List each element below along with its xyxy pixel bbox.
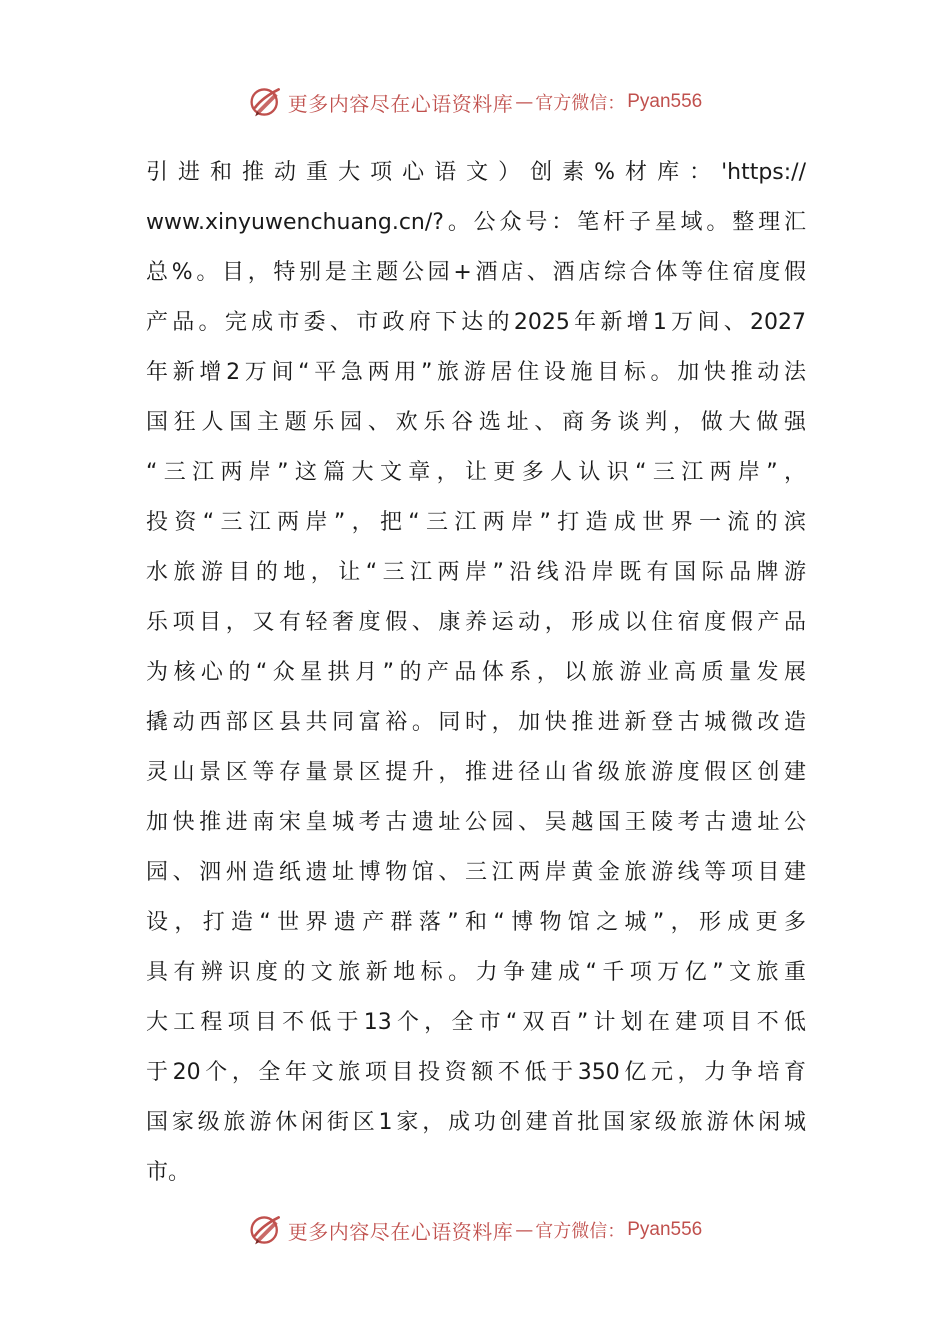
footer-separator: — — [515, 1219, 534, 1241]
body-line: “三江两岸”这篇大文章，让更多人认识“三江两岸”， — [146, 460, 806, 485]
pen-logo-icon — [248, 1212, 284, 1248]
pen-logo-icon — [248, 84, 284, 120]
body-line: 国狂人国主题乐园、欢乐谷选址、商务谈判，做大做强 — [146, 410, 806, 435]
footer-wechat-label: 官方微信： — [535, 1221, 626, 1242]
body-line: 加快推进南宋皇城考古遗址公园、吴越国王陵考古遗址公 — [146, 810, 806, 835]
body-line: 总%。目，特别是主题公园+酒店、酒店综合体等住宿度假 — [146, 260, 806, 285]
header-wechat-label: 官方微信： — [535, 93, 626, 114]
body-line: 市。 — [146, 1160, 191, 1185]
body-line: 具有辨识度的文旅新地标。力争建成“千项万亿”文旅重 — [146, 960, 806, 985]
body-line: 国家级旅游休闲街区1家，成功创建首批国家级旅游休闲城 — [146, 1110, 806, 1135]
body-line: 年新增2万间“平急两用”旅游居住设施目标。加快推动法 — [146, 360, 806, 385]
body-line: 设，打造“世界遗产群落”和“博物馆之城”，形成更多 — [146, 910, 806, 935]
body-line: 大工程项目不低于13个，全市“双百”计划在建项目不低 — [146, 1010, 806, 1035]
body-line: 为核心的“众星拱月”的产品体系，以旅游业高质量发展 — [146, 660, 806, 685]
document-body — [146, 148, 806, 1198]
footer-promo-text: 更多内容尽在心语资料库 — [287, 1219, 514, 1244]
body-line: www.xinyuwenchuang.cn/?。公众号：笔杆子星域。整理汇 — [146, 210, 806, 235]
footer-wechat-handle: Pyan556 — [627, 1219, 703, 1240]
body-line: 水旅游目的地，让“三江两岸”沿线沿岸既有国际品牌游 — [146, 560, 806, 585]
body-line: 灵山景区等存量景区提升，推进径山省级旅游度假区创建 — [146, 760, 806, 785]
header-separator: — — [515, 91, 534, 113]
body-line: 乐项目，又有轻奢度假、康养运动，形成以住宿度假产品 — [146, 610, 806, 635]
header-wechat-handle: Pyan556 — [627, 91, 703, 112]
body-line: 园、泗州造纸遗址博物馆、三江两岸黄金旅游线等项目建 — [146, 860, 806, 885]
header-promo-text: 更多内容尽在心语资料库 — [287, 91, 514, 116]
header-banner — [0, 82, 950, 122]
footer-banner — [0, 1210, 950, 1250]
body-line: 撬动西部区县共同富裕。同时，加快推进新登古城微改造 — [146, 710, 806, 735]
body-line: 投资“三江两岸”，把“三江两岸”打造成世界一流的滨 — [146, 510, 806, 535]
body-line: 产品。完成市委、市政府下达的2025年新增1万间、2027 — [146, 310, 806, 335]
body-line: 引进和推动重大项心语文）创素%材库：'https:// — [146, 160, 806, 185]
body-line: 于20个，全年文旅项目投资额不低于350亿元，力争培育 — [146, 1060, 806, 1085]
